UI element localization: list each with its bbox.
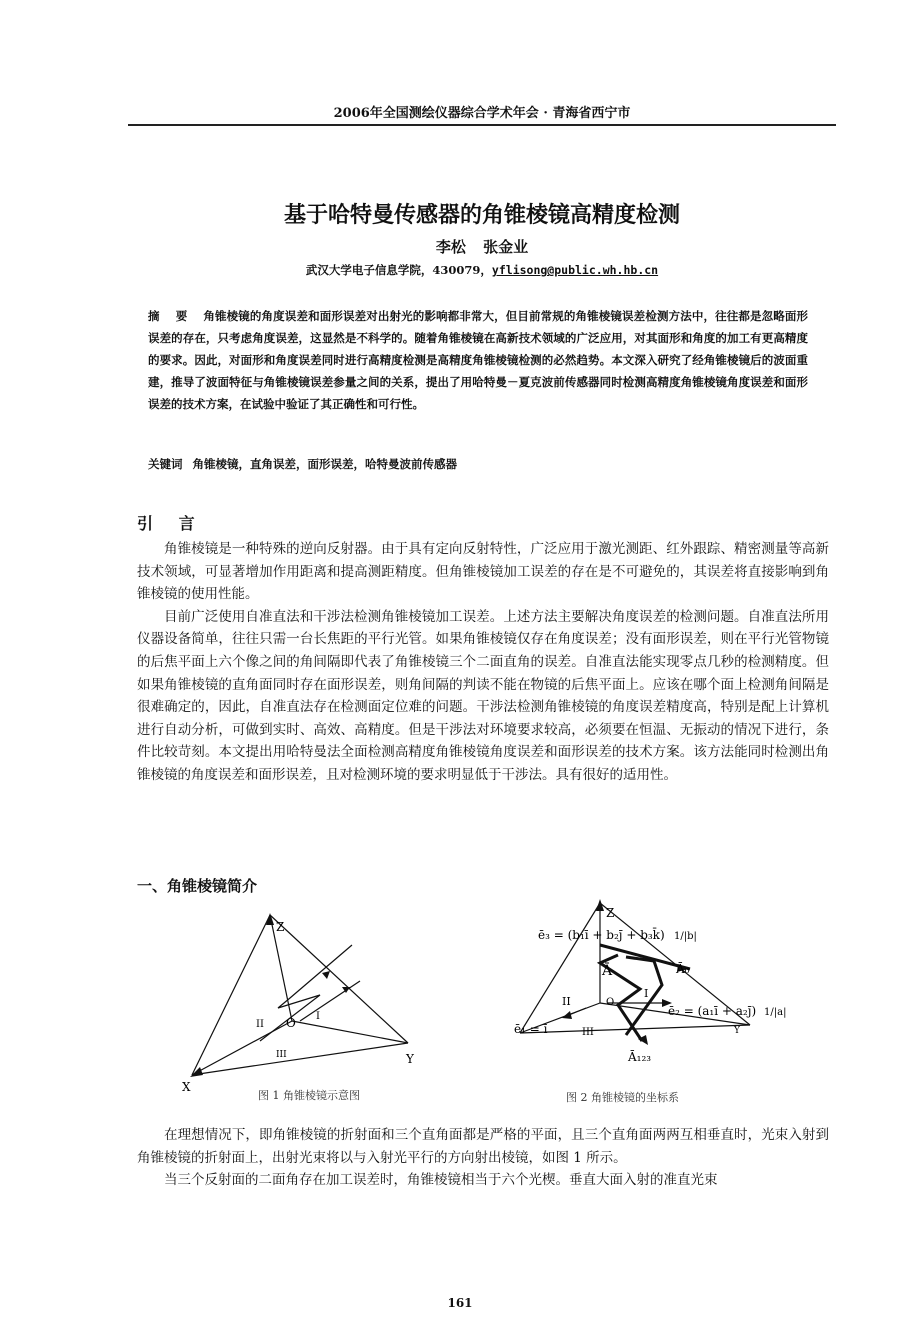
fig2-arrow-e1 [562,1011,572,1019]
fig2-edge-zx [520,903,600,1033]
author-email[interactable]: yflisong@public.wh.hb.cn [491,263,659,277]
figure-1-caption: 图 1 角锥棱镜示意图 [258,1089,360,1102]
fig2-region-2: II [562,995,571,1008]
affiliation-line [128,262,836,278]
abstract [148,305,808,415]
fig1-label-z: Z [276,920,285,934]
intro-paragraph-1: 角锥棱镜是一种特殊的逆向反射器。由于具有定向反射特性，广泛应用于激光测距、红外跟踪、精密测量等高新技术领域，可显著增加作用距离和提高测距精度。但角锥棱镜加工误差的存在是不可避免的，其误差将直接影响到角锥棱镜的使用性能。 [137,541,829,603]
conference-header: 2006年全国测绘仪器综合学术年会 · 青海省西宁市 [333,106,631,121]
fig2-e3-formula: ē₃ = (b₁ī + b₂j̄ + b₃k̄) [538,928,665,942]
after-figures-paragraph-1: 在理想情况下，即角锥棱镜的折射面和三个直角面都是严格的平面，且三个直角面两两互相垂直时，光束入射到角锥棱镜的折射面上，出射光束将以与入射光平行的方向射出棱镜，如图 1 所示。 [137,1127,829,1166]
section-intro-heading: 引 言 [137,514,205,533]
fig1-region-2: II [256,1019,264,1030]
paper-title: 基于哈特曼传感器的角锥棱镜高精度检测 [283,203,680,228]
fig2-e2-fraction: 1/|a| [764,1007,787,1018]
header-rule [128,124,836,126]
fig2-e3-fraction: 1/|b| [674,931,697,942]
fig1-label-o: O [286,1016,296,1030]
after-figures-paragraph-2: 当三个反射面的二面角存在加工误差时，角锥棱镜相当于六个光楔。垂直大面入射的准直光束 [164,1172,718,1189]
fig2-label-y: Y [734,1026,740,1036]
fig1-region-3: III [276,1050,287,1060]
fig1-arrow-x [190,1067,203,1077]
fig1-label-x: X [182,1080,191,1094]
fig2-e2-formula: ē₂ = (a₁ī + a₂j̄) [668,1004,757,1018]
keywords [148,456,808,472]
after-figures-body [137,1124,829,1192]
fig2-vector-a0: Ā₀ [676,962,690,976]
fig1-axis-x [192,1021,292,1075]
keywords-text: 角锥棱镜，直角误差，面形误差，哈特曼波前传感器 [192,457,457,471]
fig2-e1-formula: ē₁ = ī [514,1022,548,1036]
figure-1-diagram [170,903,450,1103]
fig2-region-1: I [644,987,649,1000]
fig2-label-z: Z [606,906,615,920]
abstract-label: 摘 要 [148,309,194,323]
abstract-text: 角锥棱镜的角度误差和面形误差对出射光的影响都非常大，但目前常规的角锥棱镜误差检测方法中，往往都是忽略面形误差的存在，只考虑角度误差，这显然是不科学的。随着角锥棱镜在高新技术领域的广泛应用，对其面形和角度的加工有更高精度的要求。因此，对面形和角度误差同时进行高精度检测是高精度角锥棱镜检测的必然趋势。本文深入研究了经角锥棱镜后的波面重建，推导了波面特征与角锥棱镜误差参量之间的关系，提出了用哈特曼－夏克波前传感器同时检测高精度角锥棱镜角度误差和面形误差的技术方案，在试验中验证了其正确性和可行性。 [148,309,808,411]
fig1-region-1: I [316,1011,320,1022]
fig1-ray-path [260,945,352,1041]
fig2-label-o: O [606,997,615,1008]
section-one-heading: 一、角锥棱镜简介 [137,877,258,895]
fig1-label-y: Y [406,1052,414,1066]
affiliation: 武汉大学电子信息学院，430079， [305,263,492,277]
fig1-axis-y [292,1021,408,1043]
fig1-edge-xy [192,1043,408,1075]
fig1-exit-ray [300,981,360,1021]
page-number: 161 [447,1296,473,1310]
intro-body [137,538,829,787]
paper-authors: 李松 张金业 [435,238,529,256]
keywords-label: 关键词 [148,457,183,471]
figure-2-caption: 图 2 角锥棱镜的坐标系 [566,1091,679,1104]
figure-2-diagram [490,893,800,1108]
fig1-arrow-in [322,971,330,979]
fig2-vector-a: Ā [602,963,613,979]
fig1-edge-zx [192,915,270,1075]
fig2-region-3: III [582,1027,594,1038]
intro-paragraph-2: 目前广泛使用自准直法和干涉法检测角锥棱镜加工误差。上述方法主要解决角度误差的检测问题。自准直法所用仪器设备简单，往往只需一台长焦距的平行光管。如果角锥棱镜仅存在角度误差；没有面形误差，则在平行光管物镜的后焦平面上六个像之间的角间隔即代表了角锥棱镜三个二面直角的误差。自准直法能实现零点几秒的检测精度。但如果角锥棱镜的直角面同时存在面形误差，则角间隔的判读不能在物镜的后焦平面上。应该在哪个面上检测角间隔是很难确定的，因此，自准直法存在检测面定位难的问题。干涉法检测角锥棱镜的角度误差精度高，特别是配上计算机进行自动分析，可做到实时、高效、高精度。但是干涉法对环境要求较高，必须要在恒温、无振动的情况下进行，条件比较苛刻。本文提出用哈特曼法全面检测高精度角锥棱镜角度误差和面形误差的技术方案。该方法能同时检测出角锥棱镜的角度误差和面形误差，且对检测环境的要求明显低于干涉法。具有很好的适用性。 [137,608,829,783]
fig1-arrow-z [266,913,274,925]
fig2-vector-a123: Ā₁₂₃ [628,1050,652,1064]
